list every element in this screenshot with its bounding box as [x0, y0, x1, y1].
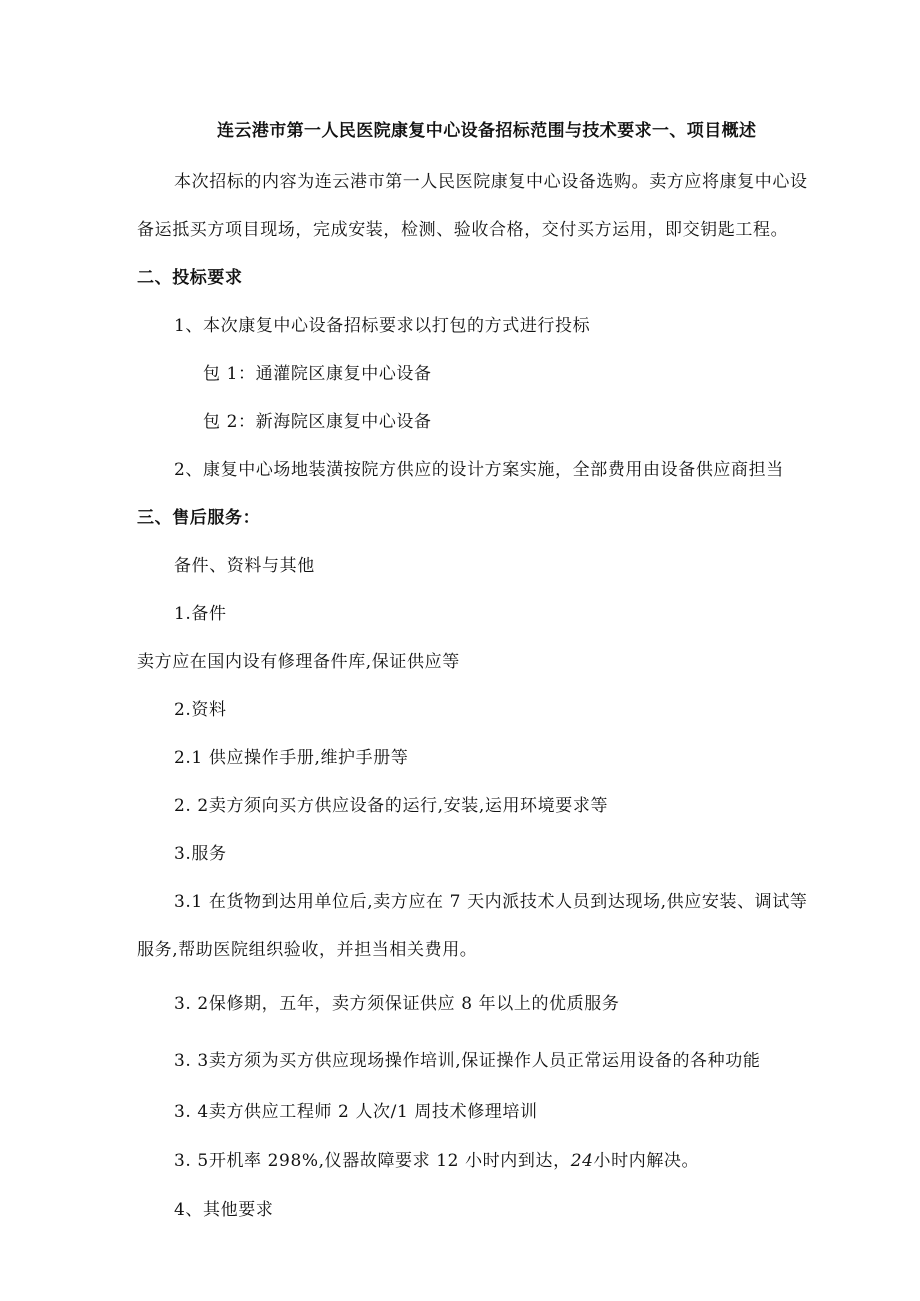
- requirement-item-1: 1、本次康复中心设备招标要求以打包的方式进行投标: [174, 316, 591, 336]
- item-spare-parts: 1.备件: [174, 604, 227, 624]
- requirement-item-2: 2、康复中心场地装潢按院方供应的设计方案实施，全部费用由设备供应商担当: [174, 460, 784, 480]
- section-heading-after-sales: 三、售后服务：: [137, 508, 261, 528]
- document-title: 连云港市第一人民医院康复中心设备招标范围与技术要求一、项目概述: [217, 121, 757, 141]
- package-item-1: 包 1：通灌院区康复中心设备: [203, 364, 432, 384]
- item-service-3-4: 3. 4卖方供应工程师 2 人次/1 周技术修理培训: [174, 1102, 538, 1122]
- item-service-3-1-line-2: 服务,帮助医院组织验收，并担当相关费用。: [137, 940, 478, 960]
- section-heading-bid-requirements: 二、投标要求: [137, 268, 243, 288]
- item-service-3-5-text-c: 小时内解决。: [593, 1151, 700, 1171]
- item-other-requirements: 4、其他要求: [174, 1200, 274, 1220]
- item-service-3-3: 3. 3卖方须为买方供应现场操作培训,保证操作人员正常运用设备的各种功能: [174, 1051, 761, 1071]
- subsection-spare-parts: 备件、资料与其他: [174, 556, 315, 576]
- item-service: 3.服务: [174, 844, 227, 864]
- item-service-3-2: 3. 2保修期，五年，卖方须保证供应 8 年以上的优质服务: [174, 994, 620, 1014]
- item-service-3-5-hours: 24: [570, 1151, 594, 1171]
- item-spare-parts-text: 卖方应在国内设有修理备件库,保证供应等: [137, 652, 460, 672]
- item-materials-2-2: 2. 2卖方须向买方供应设备的运行,安装,运用环境要求等: [174, 796, 609, 816]
- item-service-3-5: [174, 1149, 699, 1173]
- package-item-2: 包 2：新海院区康复中心设备: [203, 412, 432, 432]
- item-materials-2-1: 2.1 供应操作手册,维护手册等: [174, 748, 409, 768]
- item-service-3-1-line-1: 3.1 在货物到达用单位后,卖方应在 7 天内派技术人员到达现场,供应安装、调试等: [174, 892, 808, 912]
- item-service-3-5-text-a: 3. 5开机率 298%,仪器故障要求 12 小时内到达，: [174, 1151, 571, 1171]
- intro-paragraph-line-1: 本次招标的内容为连云港市第一人民医院康复中心设备选购。卖方应将康复中心设: [174, 172, 808, 192]
- item-materials: 2.资料: [174, 700, 227, 720]
- intro-paragraph-line-2: 备运抵买方项目现场，完成安装，检测、验收合格，交付买方运用，即交钥匙工程。: [137, 220, 789, 240]
